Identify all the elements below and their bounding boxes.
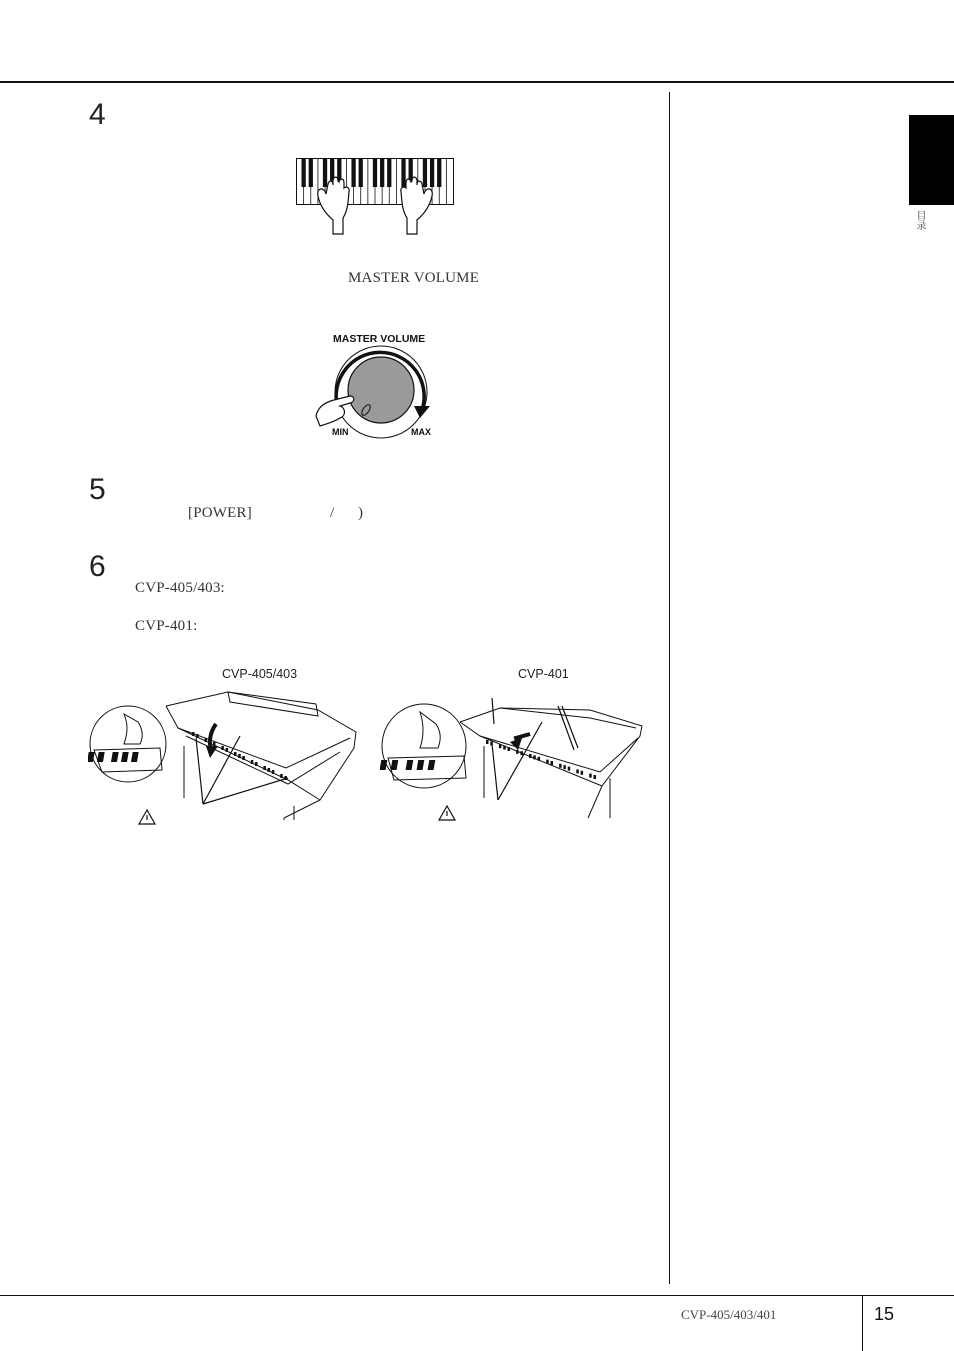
piano-black-key bbox=[242, 756, 245, 760]
step-number-6: 6 bbox=[89, 550, 106, 583]
model-line-2: CVP-401: bbox=[135, 618, 198, 634]
figure-label-right: CVP-401 bbox=[518, 667, 569, 681]
keyboard-hands-illustration bbox=[296, 158, 454, 240]
piano-black-key bbox=[226, 748, 229, 752]
piano-black-key bbox=[499, 744, 502, 748]
piano-black-key bbox=[205, 738, 208, 742]
footer-rule bbox=[0, 1295, 954, 1296]
piano-black-key bbox=[255, 762, 258, 766]
piano-cover-illustration-left bbox=[88, 688, 360, 830]
section-tab bbox=[909, 115, 954, 205]
piano-black-key bbox=[508, 747, 511, 751]
piano-black-key bbox=[196, 734, 199, 738]
piano-black-key bbox=[581, 771, 584, 775]
piano-black-key bbox=[192, 732, 195, 736]
piano-black-key bbox=[559, 764, 562, 768]
black-key bbox=[323, 159, 327, 187]
step5-paren: ) bbox=[358, 505, 364, 521]
black-key bbox=[430, 159, 434, 187]
black-key bbox=[437, 159, 441, 187]
piano-black-key bbox=[546, 760, 549, 764]
black-key bbox=[302, 159, 306, 187]
knob-max-label: MAX bbox=[411, 427, 431, 437]
footer-divider bbox=[862, 1296, 863, 1351]
knob-min-label: MIN bbox=[332, 427, 349, 437]
top-rule bbox=[0, 81, 954, 83]
black-key bbox=[387, 159, 391, 187]
column-divider bbox=[669, 92, 670, 1284]
piano-black-key bbox=[486, 740, 489, 744]
master-volume-text: MASTER VOLUME bbox=[348, 270, 480, 286]
power-button-text: [POWER] bbox=[188, 505, 252, 521]
black-key bbox=[401, 159, 405, 187]
piano-black-key bbox=[589, 774, 592, 778]
piano-black-key bbox=[520, 751, 523, 755]
piano-black-key bbox=[234, 752, 237, 756]
black-key bbox=[423, 159, 427, 187]
step5-slash: / bbox=[330, 505, 335, 521]
master-volume-knob-illustration bbox=[306, 330, 446, 442]
piano-black-key bbox=[221, 746, 224, 750]
piano-black-key bbox=[503, 746, 506, 750]
piano-black-key bbox=[568, 767, 571, 771]
black-key bbox=[351, 159, 355, 187]
piano-black-key bbox=[238, 754, 241, 758]
piano-black-key bbox=[533, 755, 536, 759]
piano-black-key bbox=[516, 750, 519, 754]
piano-black-key bbox=[213, 742, 216, 746]
piano-black-key bbox=[272, 770, 275, 774]
piano-black-key bbox=[251, 760, 254, 764]
piano-black-key bbox=[594, 775, 597, 779]
black-key bbox=[373, 159, 377, 187]
piano-black-key bbox=[263, 766, 266, 770]
knob-title: MASTER VOLUME bbox=[333, 333, 426, 345]
piano-black-key bbox=[551, 761, 554, 765]
footer-model-name: CVP-405/403/401 bbox=[681, 1307, 777, 1322]
step-number-4: 4 bbox=[89, 98, 106, 131]
piano-black-key bbox=[268, 768, 271, 772]
black-key bbox=[380, 159, 384, 187]
piano-black-key bbox=[563, 765, 566, 769]
model-line-1: CVP-405/403: bbox=[135, 580, 225, 596]
piano-black-key bbox=[529, 754, 532, 758]
page-number: 15 bbox=[874, 1304, 895, 1324]
figure-label-left: CVP-405/403 bbox=[222, 667, 298, 681]
piano-black-key bbox=[538, 757, 541, 761]
piano-cover-illustration-right bbox=[380, 688, 644, 830]
step-number-5: 5 bbox=[89, 473, 106, 506]
black-key bbox=[359, 159, 363, 187]
black-key bbox=[309, 159, 313, 187]
piano-black-key bbox=[576, 769, 579, 773]
piano-black-key bbox=[280, 774, 283, 778]
section-tab-label: 目录 bbox=[914, 210, 925, 230]
